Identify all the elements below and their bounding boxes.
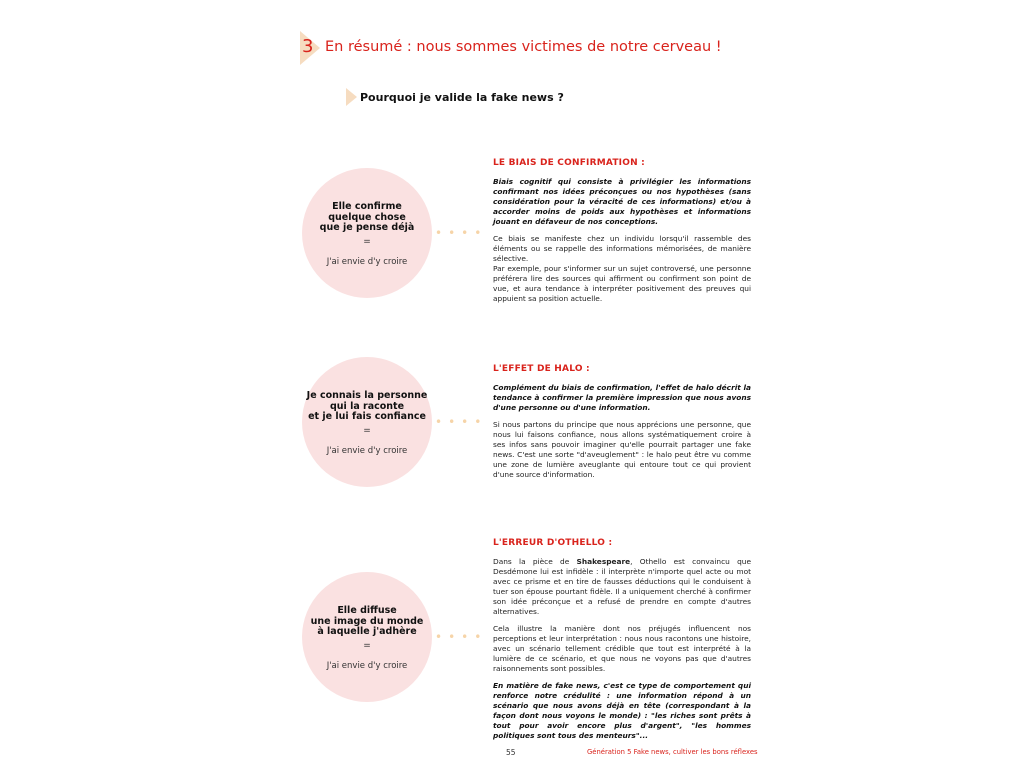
paragraph-rest: , Othello est convaincu que Desdémone lui est infidèle : il interprète n'importe quel acte ou mot avec ce prisme et en tire de fausses déductions qui le conduisent à tuer son épouse pourtant fidèle. Il a uniquement cherché à confirmer son idée préconçue et a refusé de prendre en compte d'autres alternatives. [493,557,752,616]
block-heading: L'EFFET DE HALO : [493,364,590,374]
connector-dots: •••• [435,226,488,240]
section-title: En résumé : nous sommes victimes de notre cerveau ! [325,39,722,55]
bubble-line: quelque chose [328,211,406,223]
bubble-desire: J'ai envie d'y croire [326,256,408,267]
bubble-halo [302,357,432,487]
question-heading: Pourquoi je valide la fake news ? [360,91,564,104]
equals-sign: = [363,425,371,436]
paragraph: Par exemple, pour s'informer sur un sujet controversé, une personne préférera lire des sources qui affirment ou confirment son point de vue, et aura tendance à interpréter positivement des preuves qui appuient sa position actuelle. [493,264,751,303]
bubble-line: et je lui fais confiance [308,411,426,422]
author-name: Shakespeare [576,557,631,566]
equals-sign: = [363,236,371,247]
text-block-confirmation [493,158,751,311]
bubble-line: une image du monde [310,615,424,627]
definition: Biais cognitif qui consiste à privilégier les informations confirmant nos idées préconçues ou nos hypothèses (sans considération pour la véracité de ces informations) et/ou à accorder moins de poids aux hypothèses et informations jouant en défaveur de nos conceptions. [493,177,751,226]
bubble-line: qui la raconte [329,400,405,412]
connector-dots: •••• [435,415,488,429]
block-heading: L'ERREUR D'OTHELLO : [493,538,613,548]
paragraph: Ce biais se manifeste chez un individu lorsqu'il rassemble des éléments ou se rappelle des informations mémorisées, de manière sélective. [493,234,751,263]
paragraph: Cela illustre la manière dont nos préjugés influencent nos perceptions et leur interprétation : nous nous racontons une histoire, avec un scénario tellement crédible que tout est interprété à la lumière de ce scénario, et que nous ne voyons pas que d'autres raisonnements sont possibles. [493,624,751,673]
text-block-halo [493,364,751,487]
bubble-confirmation [302,168,432,298]
paragraph [493,557,751,617]
conclusion: En matière de fake news, c'est ce type de comportement qui renforce notre crédulité : une information répond à un scénario que nous avons déjà en tête (correspondant à la façon dont nous voyons le monde) : "les riches sont prêts à tout pour avoir encore plus d'argent", "les hommes politiques sont tous des menteurs"... [493,681,751,740]
question-marker-icon [346,88,357,106]
bubble-desire: J'ai envie d'y croire [326,445,408,456]
bubble-desire: J'ai envie d'y croire [326,660,408,671]
paragraph-start: Dans la pièce de [493,557,577,566]
bubble-line: Elle diffuse [337,605,397,616]
definition: Complément du biais de confirmation, l'effet de halo décrit la tendance à confirmer la première impression que nous avons d'une personne ou d'une information. [493,383,751,412]
equals-sign: = [363,640,371,651]
section-number: 3 [302,36,314,57]
bubble-line: Elle confirme [332,201,402,212]
connector-dots: •••• [435,630,488,644]
page-number: 55 [506,748,516,757]
bubble-line: que je pense déjà [319,222,415,233]
bubble-othello [302,572,432,702]
bubble-line: à laquelle j'adhère [317,626,417,637]
paragraph: Si nous partons du principe que nous apprécions une personne, que nous lui faisons confiance, nous allons systématiquement croire à ses infos sans pouvoir imaginer qu'elle pourrait partager une fake news. C'est une sorte "d'aveuglement" : le halo peut être vu comme une zone de lumière aveuglante qui entoure tout ce qui provient d'une source d'information. [493,420,751,479]
text-block-othello [493,538,751,748]
bubble-line: Je connais la personne [306,390,428,401]
block-heading: LE BIAIS DE CONFIRMATION : [493,158,645,168]
running-title: Génération 5 Fake news, cultiver les bons réflexes [587,748,758,756]
